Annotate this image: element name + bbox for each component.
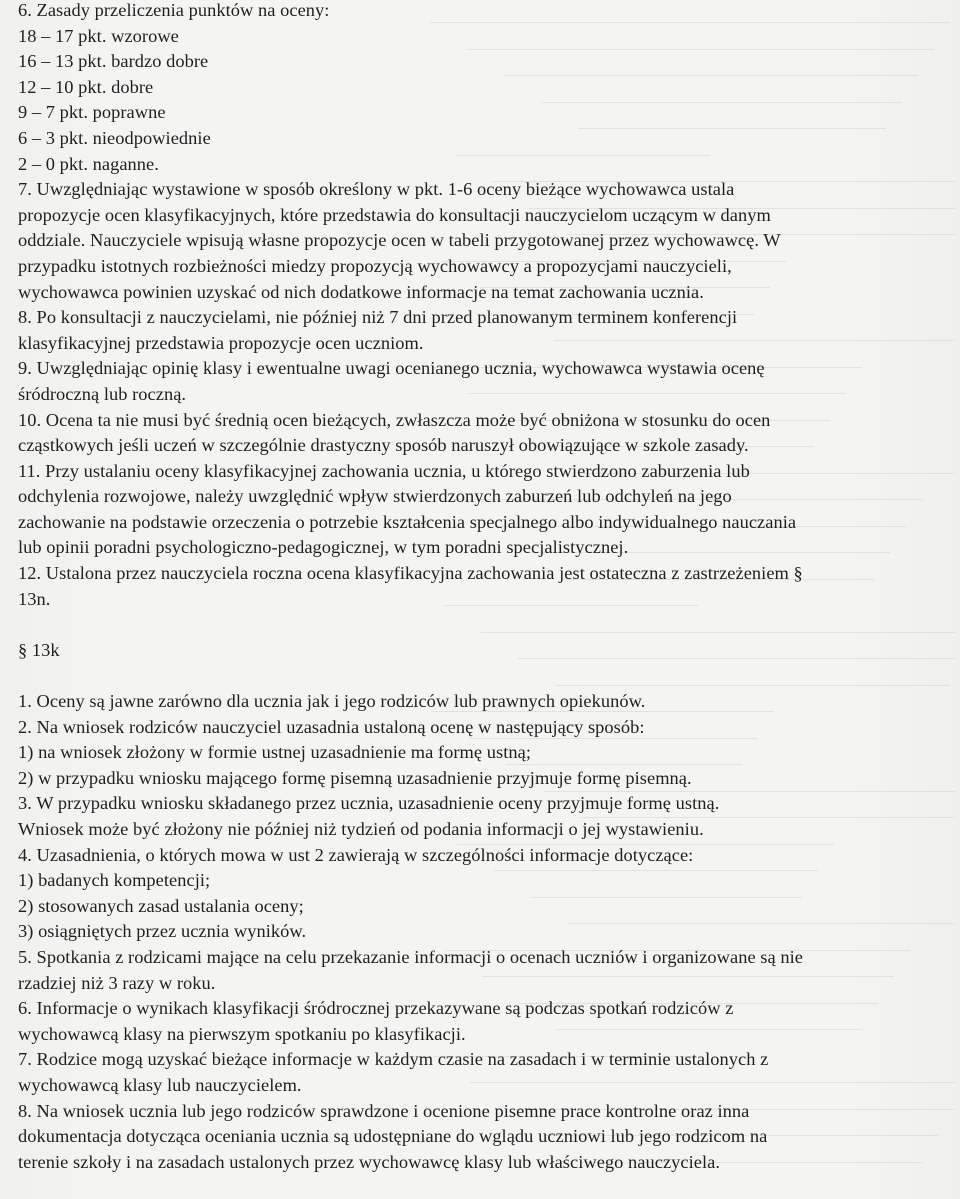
text-line: 12 – 10 pkt. dobre bbox=[18, 76, 154, 97]
blank-line bbox=[18, 612, 953, 638]
text-line: 8. Na wniosek ucznia lub jego rodziców sprawdzone i ocenione pisemne prace kontrolne oraz inna bbox=[18, 1100, 750, 1121]
text-line: rzadziej niż 3 razy w roku. bbox=[18, 972, 216, 993]
text-line: 7. Uwzględniając wystawione w sposób określony w pkt. 1-6 oceny bieżące wychowawca ustala bbox=[18, 179, 735, 200]
text-line: 9. Uwzględniając opinię klasy i ewentualne uwagi ocenianego ucznia, wychowawca wystawia ocenę bbox=[18, 358, 765, 379]
text-line: 3. W przypadku wniosku składanego przez ucznia, uzasadnienie oceny przyjmuje formę ustną. bbox=[18, 793, 720, 814]
text-line: dokumentacja dotycząca oceniania ucznia są udostępniane do wglądu uczniowi lub jego rodzicom na bbox=[18, 1126, 768, 1147]
text-line: 4. Uzasadnienia, o których mowa w ust 2 zawierają w szczególności informacje dotyczące: bbox=[18, 844, 694, 865]
text-line: 2) w przypadku wniosku mającego formę pisemną uzasadnienie przyjmuje formę pisemną. bbox=[18, 767, 692, 788]
text-line: wychowawcą klasy lub nauczycielem. bbox=[18, 1074, 302, 1095]
text-line: 11. Przy ustalaniu oceny klasyfikacyjnej zachowania ucznia, u którego stwierdzono zaburzenia lub bbox=[18, 460, 750, 481]
text-line: 2) stosowanych zasad ustalania oceny; bbox=[18, 895, 304, 916]
text-line: 6. Informacje o wynikach klasyfikacji śródrocznej przekazywane są podczas spotkań rodziców z bbox=[18, 998, 734, 1019]
text-line: oddziale. Nauczyciele wpisują własne propozycje ocen w tabeli przygotowanej przez wychowawcę. W bbox=[18, 230, 781, 251]
document-body bbox=[18, 0, 953, 1175]
text-line: 9 – 7 pkt. poprawne bbox=[18, 102, 166, 123]
text-line: wychowawca powinien uzyskać od nich dodatkowe informacje na temat zachowania ucznia. bbox=[18, 281, 704, 302]
text-line: Wniosek może być złożony nie później niż tydzień od podania informacji o jej wystawieniu. bbox=[18, 819, 704, 839]
text-line: odchylenia rozwojowe, należy uwzględnić wpływ stwierdzonych zaburzeń lub odchyleń na jego bbox=[18, 486, 732, 507]
text-line: 1) badanych kompetencji; bbox=[18, 870, 211, 891]
blank-line bbox=[18, 663, 953, 689]
text-line: lub opinii poradni psychologiczno-pedagogicznej, w tym poradni specjalistycznej. bbox=[18, 537, 629, 558]
text-line: zachowanie na podstawie orzeczenia o potrzebie kształcenia specjalnego albo indywidualnego nauczania bbox=[18, 511, 797, 532]
text-line: śródroczną lub roczną. bbox=[18, 383, 187, 404]
text-line: przypadku istotnych rozbieżności miedzy propozycją wychowawcy a propozycjami nauczycieli, bbox=[18, 255, 732, 276]
text-line: 8. Po konsultacji z nauczycielami, nie później niż 7 dni przed planowanym terminem konferencji bbox=[18, 307, 738, 328]
text-line: wychowawcą klasy na pierwszym spotkaniu po klasyfikacji. bbox=[18, 1023, 466, 1044]
text-line: propozycje ocen klasyfikacyjnych, które przedstawia do konsultacji nauczycielom uczącym w danym bbox=[18, 204, 771, 225]
text-line: cząstkowych jeśli uczeń w szczególnie drastyczny sposób naruszył obowiązujące w szkole zasady. bbox=[18, 435, 749, 456]
text-line: 6 – 3 pkt. nieodpowiednie bbox=[18, 127, 211, 148]
text-line: 1) na wniosek złożony w formie ustnej uzasadnienie ma formę ustną; bbox=[18, 742, 531, 763]
text-line: 16 – 13 pkt. bardzo dobre bbox=[18, 51, 209, 72]
text-line: 18 – 17 pkt. wzorowe bbox=[18, 25, 179, 46]
text-line: 10. Ocena ta nie musi być średnią ocen bieżących, zwłaszcza może być obniżona w stosunku do ocen bbox=[18, 409, 771, 430]
text-line: 2. Na wniosek rodziców nauczyciel uzasadnia ustaloną ocenę w następujący sposób: bbox=[18, 716, 645, 737]
text-line: 2 – 0 pkt. naganne. bbox=[18, 153, 159, 174]
text-line: 6. Zasady przeliczenia punktów na oceny: bbox=[18, 0, 330, 20]
section-heading: § 13k bbox=[18, 639, 60, 660]
text-line: klasyfikacyjnej przedstawia propozycje ocen uczniom. bbox=[18, 332, 424, 353]
text-line: 13n. bbox=[18, 588, 51, 609]
text-line: terenie szkoły i na zasadach ustalonych przez wychowawcę klasy lub właściwego nauczyciela. bbox=[18, 1151, 721, 1172]
text-line: 1. Oceny są jawne zarówno dla ucznia jak i jego rodziców lub prawnych opiekunów. bbox=[18, 691, 646, 712]
text-line: 3) osiągniętych przez ucznia wyników. bbox=[18, 921, 307, 942]
text-line: 7. Rodzice mogą uzyskać bieżące informacje w każdym czasie na zasadach i w terminie ustalonych z bbox=[18, 1049, 769, 1070]
text-line: 5. Spotkania z rodzicami mające na celu przekazanie informacji o ocenach uczniów i organizowane są nie bbox=[18, 946, 803, 967]
text-line: 12. Ustalona przez nauczyciela roczna ocena klasyfikacyjna zachowania jest ostateczna z zastrzeżeniem § bbox=[18, 563, 803, 584]
